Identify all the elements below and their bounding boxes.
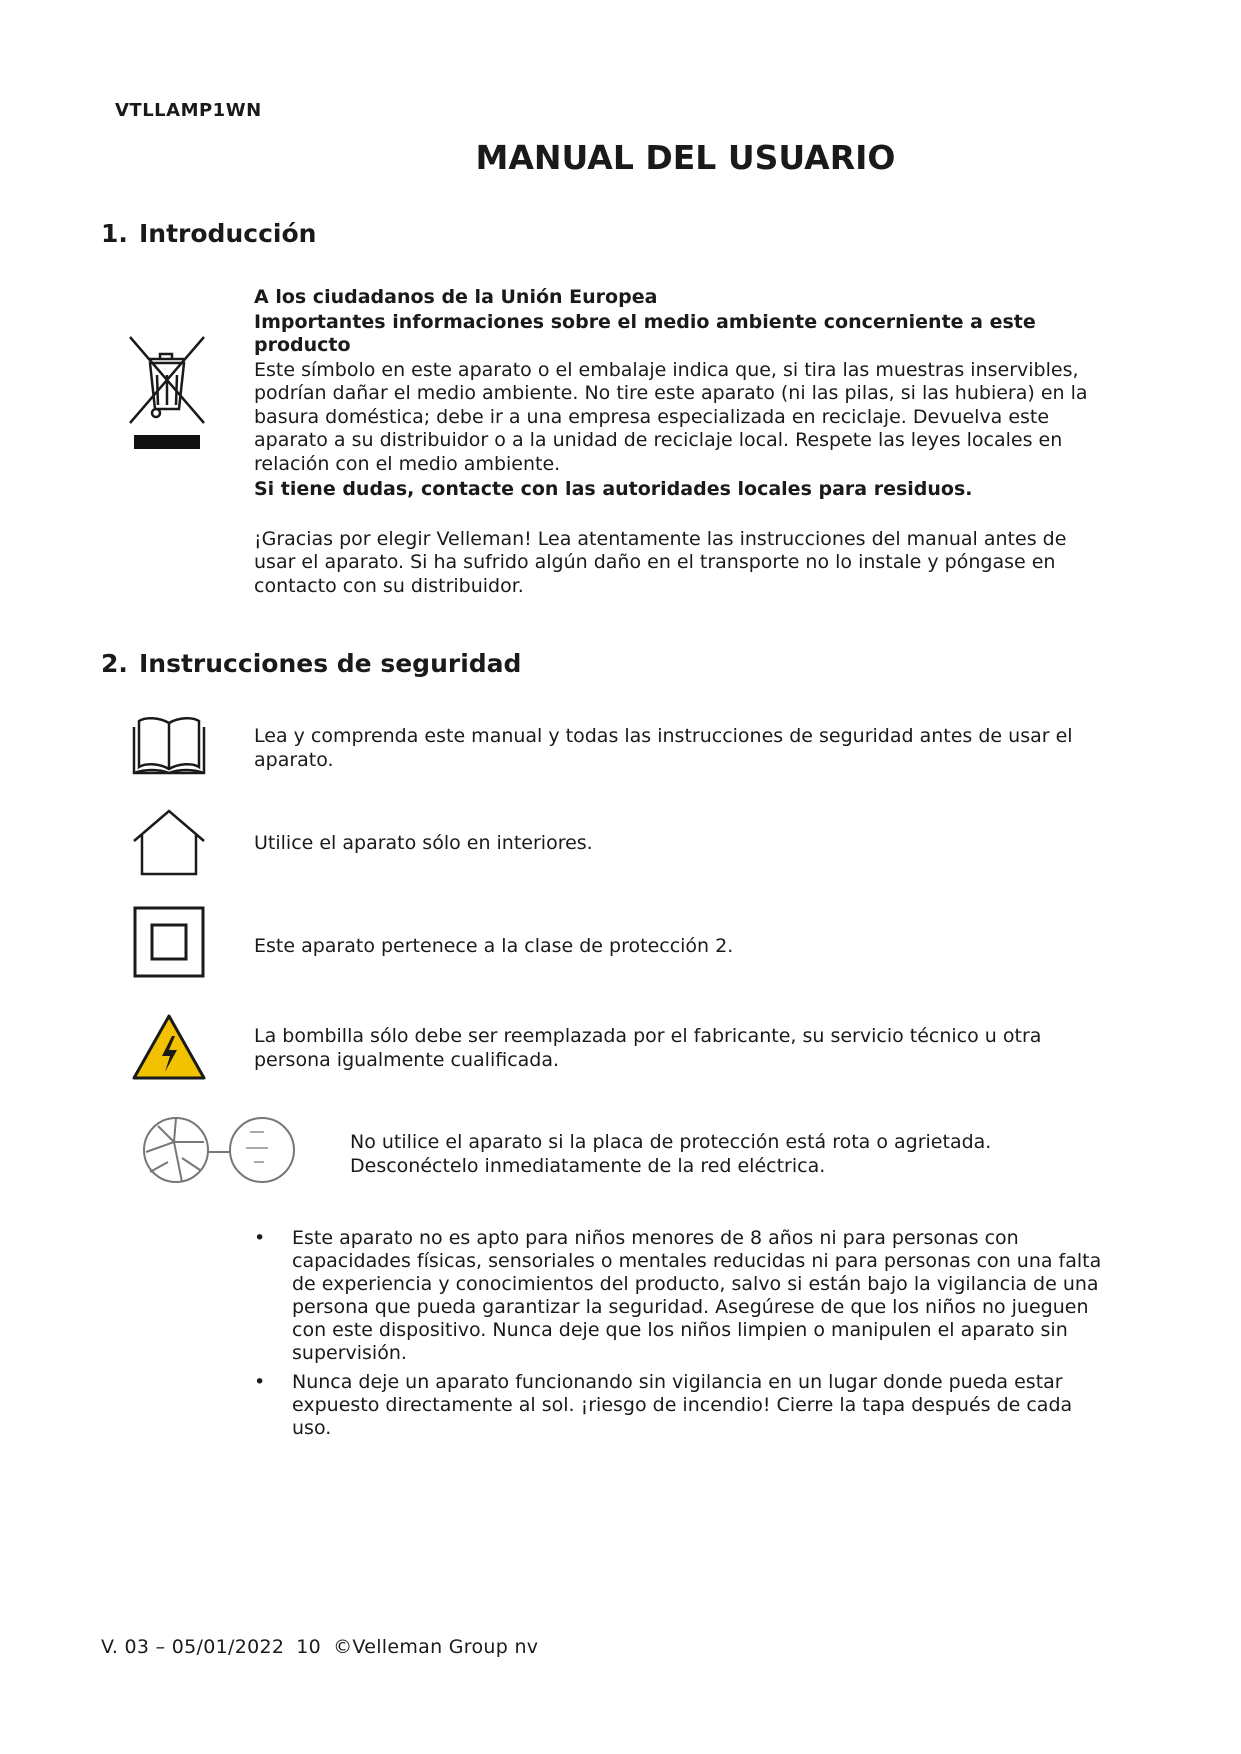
safety-item-indoor <box>254 832 1124 856</box>
bullet-line: capacidades físicas, sensoriales o mentales reducidas ni para personas con una falta <box>292 1250 1102 1272</box>
bullet-line: con este dispositivo. Nunca deje que los niños limpien o manipulen el aparato sin <box>292 1319 1068 1341</box>
bullet-line: expuesto directamente al sol. ¡riesgo de incendio! Cierre la tapa después de cada <box>292 1394 1073 1416</box>
manual-book-icon <box>131 715 207 777</box>
bullet-icon: • <box>254 1371 266 1393</box>
protection-class-2-icon <box>133 906 205 978</box>
safety-item-class2 <box>254 935 1124 959</box>
page-title-text: MANUAL DEL USUARIO <box>475 138 896 177</box>
broken-glass-icon <box>138 1112 298 1190</box>
page-footer <box>101 1636 550 1658</box>
safety-line: persona igualmente cualificada. <box>254 1048 560 1071</box>
safety-item-bulb <box>254 1025 1124 1072</box>
env-text-line: relación con el medio ambiente. <box>254 452 561 475</box>
env-text-line: Este símbolo en este aparato o el embalaje indica que, si tira las muestras inservibles, <box>254 358 1079 381</box>
indoor-house-icon <box>130 807 208 877</box>
safety-line: La bombilla sólo debe ser reemplazada por el fabricante, su servicio técnico u otra <box>254 1025 1042 1047</box>
bullet-line: de experiencia y conocimientos del producto, salvo si están bajo la vigilancia de una <box>292 1273 1099 1295</box>
safety-item-manual <box>254 725 1124 772</box>
safety-line: Desconéctelo inmediatamente de la red eléctrica. <box>350 1154 826 1177</box>
env-text-line: basura doméstica; debe ir a una empresa especializada en reciclaje. Devuelva este <box>254 405 1050 428</box>
thanks-line: usar el aparato. Si ha sufrido algún daño en el transporte no lo instale y póngase en <box>254 551 1056 573</box>
env-heading: Importantes informaciones sobre el medio ambiente concerniente a este producto <box>254 310 1036 356</box>
safety-line: Este aparato pertenece a la clase de protección 2. <box>254 935 734 957</box>
env-contact: Si tiene dudas, contacte con las autoridades locales para residuos. <box>254 478 973 500</box>
section-2-number: 2. <box>101 649 128 678</box>
thanks-paragraph <box>254 528 1124 599</box>
safety-line: Utilice el aparato sólo en interiores. <box>254 832 593 854</box>
env-text <box>254 359 1124 477</box>
safety-line: Lea y comprenda este manual y todas las instrucciones de seguridad antes de usar el <box>254 725 1073 747</box>
list-item <box>254 1227 1134 1365</box>
eu-heading: A los ciudadanos de la Unión Europea <box>254 286 658 308</box>
footer-version: V. 03 – 05/01/2022 <box>101 1636 285 1658</box>
footer-copyright: ©Velleman Group nv <box>333 1636 539 1658</box>
thanks-line: ¡Gracias por elegir Velleman! Lea atentamente las instrucciones del manual antes de <box>254 527 1067 550</box>
eu-notice <box>254 286 1124 598</box>
env-text-line: aparato a su distribuidor o a la unidad de reciclaje local. Respete las leyes locales en <box>254 429 1063 451</box>
safety-line: aparato. <box>254 748 334 771</box>
safety-bullet-list <box>254 1227 1134 1446</box>
safety-line: No utilice el aparato si la placa de protección está rota o agrietada. <box>350 1131 992 1153</box>
safety-item-broken-glass <box>350 1131 1130 1178</box>
bullet-line: persona que pueda garantizar la seguridad. Asegúrese de que los niños no jueguen <box>292 1296 1089 1318</box>
section-1-heading <box>101 219 316 248</box>
bullet-line: Este aparato no es apto para niños menores de 8 años ni para personas con <box>292 1227 1019 1249</box>
section-1-number: 1. <box>101 219 128 248</box>
bullet-line: supervisión. <box>292 1342 407 1364</box>
bullet-line: uso. <box>292 1417 332 1439</box>
electric-hazard-icon <box>130 1012 208 1082</box>
bullet-icon: • <box>254 1227 266 1249</box>
list-item <box>254 1371 1134 1440</box>
model-number: VTLLAMP1WN <box>115 100 262 121</box>
section-2-title: Instrucciones de seguridad <box>139 649 522 678</box>
section-2-heading <box>101 649 521 678</box>
page-title <box>0 138 1241 177</box>
env-text-line: podrían dañar el medio ambiente. No tire este aparato (ni las pilas, si las hubiera) en la <box>254 382 1088 404</box>
bullet-line: Nunca deje un aparato funcionando sin vigilancia en un lugar donde pueda estar <box>292 1371 1063 1393</box>
thanks-line: contacto con su distribuidor. <box>254 574 524 597</box>
section-1-title: Introducción <box>139 219 317 248</box>
footer-page-number: 10 <box>296 1636 322 1658</box>
crossed-out-wheelie-bin-icon <box>126 335 208 455</box>
